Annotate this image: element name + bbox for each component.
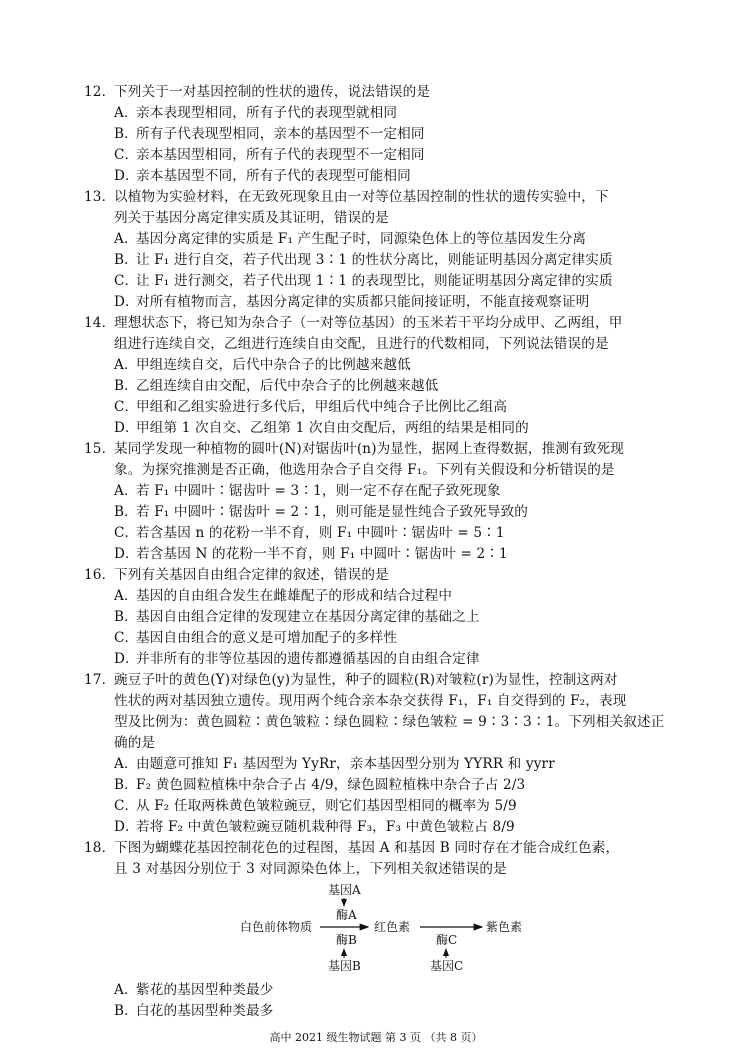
question-14-option-c: C．甲组和乙组实验进行多代后，甲组后代中纯合子比例比乙组高: [114, 399, 508, 415]
enzyme-b-label: 酶B: [336, 933, 357, 947]
question-13-option-c: C．让 F₁ 进行测交，若子代出现 1∶1 的表现型比，则能证明基因分离定律的实质: [114, 273, 613, 289]
question-12-option-b: B．所有子代表现型相同，亲本的基因型不一定相同: [114, 126, 425, 142]
purple-pigment-label: 紫色素: [486, 920, 523, 934]
question-16-option-c: C．基因自由组合的意义是可增加配子的多样性: [114, 630, 398, 646]
question-15-stem: 15．某同学发现一种植物的圆叶(N)对锯齿叶(n)为显性，据网上查得数据，推测有致死现: [84, 441, 625, 457]
question-17-option-d: D．若将 F₂ 中黄色皱粒豌豆随机栽种得 F₃，F₃ 中黄色皱粒占 8/9: [114, 819, 515, 835]
question-12-stem: 12．下列关于一对基因控制的性状的遗传，说法错误的是: [84, 84, 431, 100]
question-17-option-b: B．F₂ 黄色圆粒植株中杂合子占 4/9，绿色圆粒植株中杂合子占 2/3: [114, 777, 526, 793]
question-15-option-c: C．若含基因 n 的花粉一半不育，则 F₁ 中圆叶∶锯齿叶 = 5∶1: [114, 525, 505, 541]
gene-b-label: 基因B: [328, 959, 361, 973]
question-13-option-d: D．对所有植物而言，基因分离定律的实质都只能间接证明，不能直接观察证明: [114, 294, 590, 310]
question-17-stem-cont-2: 型及比例为：黄色圆粒∶黄色皱粒∶绿色圆粒∶绿色皱粒 = 9∶3∶3∶1。下列相关叙述正: [114, 714, 665, 730]
question-14-stem-cont: 组进行连续自交，乙组进行连续自由交配，且进行的代数相同，下列说法错误的是: [114, 336, 609, 352]
page-footer: 高中 2021 级生物试题 第 3 页 （共 8 页）: [269, 1031, 483, 1044]
gene-c-label: 基因C: [430, 959, 464, 973]
gene-a-label: 基因A: [328, 883, 361, 897]
question-number: 15．: [84, 441, 116, 457]
question-16-option-d: D．并非所有的非等位基因的遗传都遵循基因的自由组合定律: [114, 651, 480, 667]
question-12-option-d: D．亲本基因型不同，所有子代的表现型可能相同: [114, 168, 411, 184]
question-15-option-b: B．若 F₁ 中圆叶∶锯齿叶 = 2∶1，则可能是显性纯合子致死导致的: [114, 504, 529, 520]
question-16-stem: 16．下列有关基因自由组合定律的叙述，错误的是: [84, 567, 389, 583]
question-16-option-a: A．基因的自由组合发生在雌雄配子的形成和结合过程中: [114, 588, 453, 604]
question-number: 17．: [84, 672, 116, 688]
flower-color-pathway-diagram: [240, 880, 540, 976]
enzyme-a-label: 酶A: [336, 908, 357, 922]
question-15-stem-cont: 象。为探究推测是否正确，他选用杂合子自交得 F₁。下列有关假设和分析错误的是: [114, 462, 615, 478]
question-number: 18．: [84, 840, 116, 856]
question-17-stem-cont-3: 确的是: [114, 735, 156, 751]
question-18-option-a: A．紫花的基因型种类最少: [114, 982, 274, 998]
question-18-stem-cont: 且 3 对基因分别位于 3 对同源染色体上，下列相关叙述错误的是: [114, 861, 507, 877]
question-14-option-d: D．甲组第 1 次自交、乙组第 1 次自由交配后，两组的结果是相同的: [114, 420, 529, 436]
white-precursor-label: 白色前体物质: [240, 920, 313, 934]
red-pigment-label: 红色素: [374, 920, 411, 934]
question-17-stem-cont-1: 性状的两对基因独立遗传。现用两个纯合亲本杂交获得 F₁，F₁ 自交得到的 F₂，表现: [114, 693, 627, 709]
question-13-stem: 13．以植物为实验材料，在无致死现象且由一对等位基因控制的性状的遗传实验中，下: [84, 189, 609, 205]
question-14-option-a: A．甲组连续自交，后代中杂合子的比例越来越低: [114, 357, 411, 373]
enzyme-c-label: 酶C: [436, 933, 458, 947]
question-18-stem: 18．下图为蝴蝶花基因控制花色的过程图，基因 A 和基因 B 同时存在才能合成红色素，: [84, 840, 620, 856]
question-15-option-a: A．若 F₁ 中圆叶∶锯齿叶 = 3∶1，则一定不存在配子致死现象: [114, 483, 501, 499]
question-number: 12．: [84, 84, 116, 100]
question-12-option-c: C．亲本基因型相同，所有子代的表现型不一定相同: [114, 147, 425, 163]
question-number: 13．: [84, 189, 116, 205]
question-number: 14．: [84, 315, 116, 331]
question-16-option-b: B．基因自由组合定律的发现建立在基因分离定律的基础之上: [114, 609, 480, 625]
question-17-option-a: A．由题意可推知 F₁ 基因型为 YyRr，亲本基因型分别为 YYRR 和 yyrr: [114, 756, 555, 772]
question-13-option-b: B．让 F₁ 进行自交，若子代出现 3∶1 的性状分离比，则能证明基因分离定律实质: [114, 252, 613, 268]
question-13-stem-cont: 列关于基因分离定律实质及其证明，错误的是: [114, 210, 389, 226]
question-12-option-a: A．亲本表现型相同，所有子代的表现型就相同: [114, 105, 398, 121]
question-14-option-b: B．乙组连续自由交配，后代中杂合子的比例越来越低: [114, 378, 439, 394]
question-14-stem: 14．理想状态下，将已知为杂合子（一对等位基因）的玉米若干平均分成甲、乙两组，甲: [84, 315, 623, 331]
question-15-option-d: D．若含基因 N 的花粉一半不育，则 F₁ 中圆叶∶锯齿叶 = 2∶1: [114, 546, 508, 562]
question-18-option-b: B．白花的基因型种类最多: [114, 1003, 274, 1019]
question-number: 16．: [84, 567, 116, 583]
question-17-option-c: C．从 F₂ 任取两株黄色皱粒豌豆，则它们基因型相同的概率为 5/9: [114, 798, 517, 814]
question-13-option-a: A．基因分离定律的实质是 F₁ 产生配子时，同源染色体上的等位基因发生分离: [114, 231, 587, 247]
question-17-stem: 17．豌豆子叶的黄色(Y)对绿色(y)为显性，种子的圆粒(R)对皱粒(r)为显性，控制这两对: [84, 672, 618, 688]
